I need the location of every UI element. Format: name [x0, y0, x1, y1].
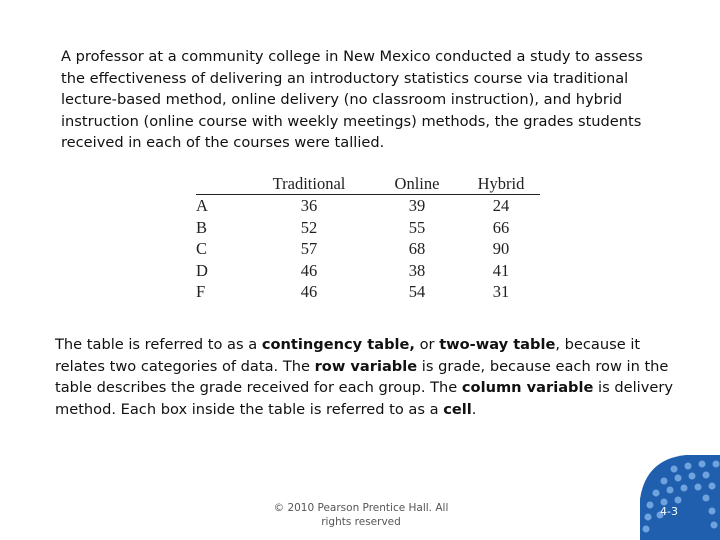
- grade-label: D: [196, 260, 208, 280]
- table-row: [196, 217, 540, 239]
- corner-decoration-icon: [640, 455, 720, 540]
- page-number: 4-3: [660, 505, 678, 518]
- table-row: [196, 281, 540, 303]
- explain-text: is delivery method. Each box inside the table is referred to as a: [55, 379, 673, 418]
- contingency-table: [196, 174, 540, 303]
- online-cell: 38: [408, 260, 426, 280]
- grade-label: F: [196, 282, 206, 302]
- header-grade: [196, 174, 246, 195]
- online-cell: 55: [408, 217, 426, 237]
- explanation-paragraph: [55, 334, 675, 420]
- header-online: Online: [372, 174, 462, 195]
- header-traditional: Traditional: [246, 174, 372, 195]
- hybrid-cell: 66: [492, 217, 510, 237]
- traditional-cell: 57: [300, 239, 318, 259]
- explain-text: The table is referred to as a: [55, 336, 262, 353]
- term-column-variable: column variable: [461, 379, 594, 396]
- hybrid-cell: 24: [492, 196, 510, 215]
- traditional-cell: 46: [300, 260, 318, 280]
- explain-text: .: [471, 400, 477, 418]
- hybrid-cell: 90: [492, 239, 510, 259]
- explain-text: is grade, because each row in the table describes the grade received for each group. The: [55, 357, 669, 396]
- intro-paragraph: A professor at a community college in New Mexico conducted a study to assess the effectiveness of delivering an introductory statistics course via traditional lecture-based method, online delivery (no classroom instruction), and hybrid instruction (online course with weekly meetings) methods, the grades students received in each of the courses were tallied.: [61, 48, 643, 151]
- online-cell: 54: [408, 282, 426, 302]
- online-cell: 39: [408, 196, 426, 215]
- explain-text: , because it relates two categories of data. The: [55, 336, 641, 375]
- table-header-row: [196, 174, 540, 195]
- term-contingency-table: contingency table,: [261, 336, 415, 353]
- table-row: [196, 238, 540, 260]
- term-cell: cell: [443, 400, 472, 418]
- hybrid-cell: 41: [492, 260, 510, 280]
- grade-label: C: [196, 239, 208, 259]
- grade-label: B: [196, 217, 208, 237]
- term-row-variable: row variable: [314, 357, 418, 375]
- table-row: [196, 195, 540, 217]
- hybrid-cell: 31: [492, 282, 510, 302]
- traditional-cell: 46: [300, 282, 318, 302]
- header-hybrid: Hybrid: [462, 174, 540, 195]
- online-cell: 68: [408, 239, 426, 259]
- table-row: [196, 260, 540, 282]
- explain-text: or: [414, 336, 440, 353]
- grade-label: A: [196, 196, 208, 215]
- copyright-footer: © 2010 Pearson Prentice Hall. All rights reserved: [273, 502, 449, 528]
- term-two-way-table: two-way table: [439, 336, 556, 353]
- traditional-cell: 52: [300, 217, 318, 237]
- traditional-cell: 36: [300, 196, 318, 215]
